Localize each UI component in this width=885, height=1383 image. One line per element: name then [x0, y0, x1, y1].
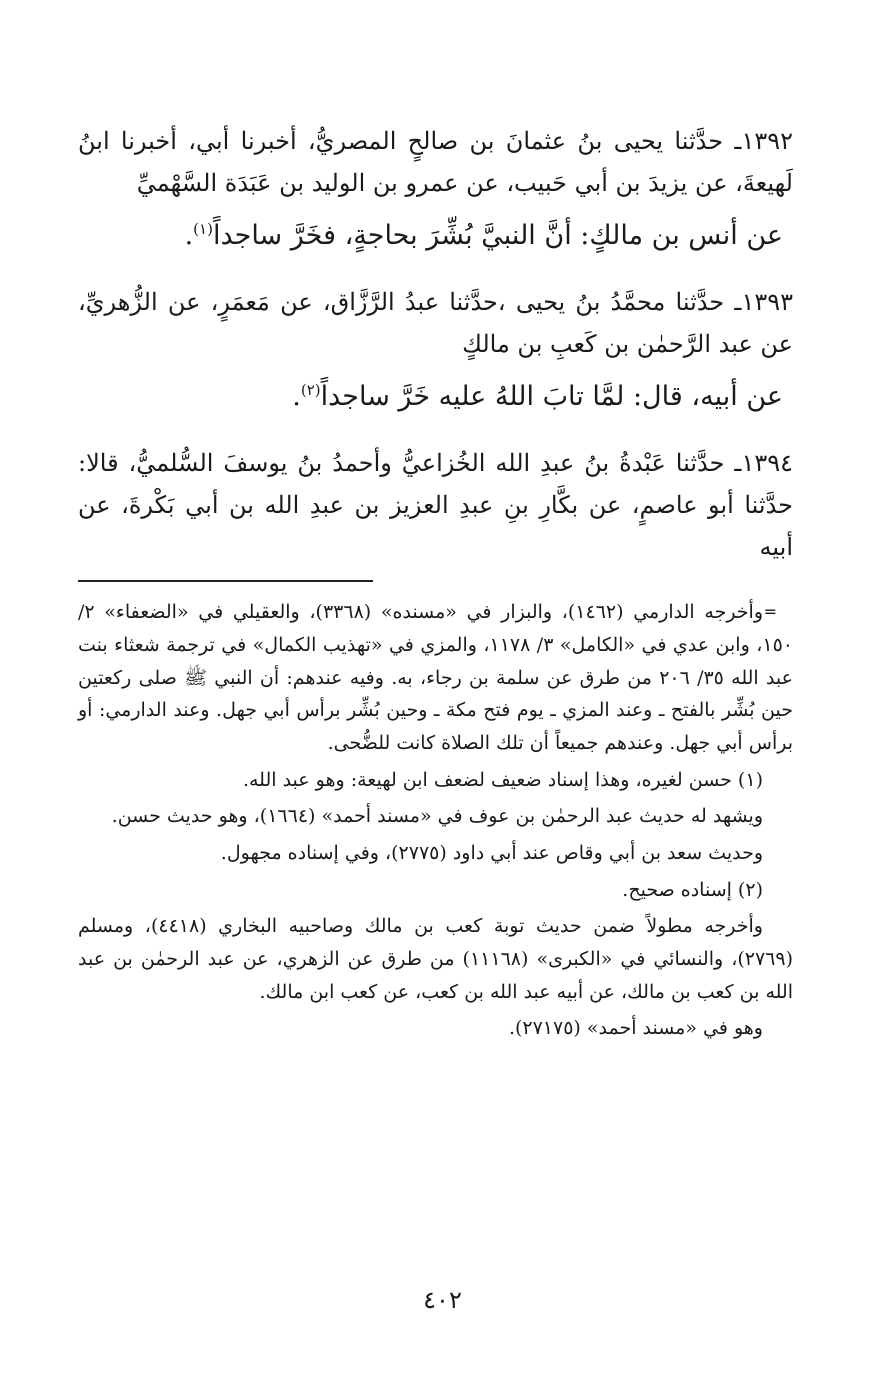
hadith-1394 — [78, 442, 793, 568]
footnote-continuation — [78, 596, 793, 759]
footnote-1-note: ويشهد له حديث عبد الرحمٰن بن عوف في «مسند أحمد» (١٦٦٤)، وهو حديث حسن. — [111, 805, 763, 828]
footnote-marker[interactable]: (١) — [193, 220, 213, 238]
hadith-isnad — [78, 281, 793, 365]
footnote-2-note: وأخرجه مطولاً ضمن حديث توبة كعب بن مالك وصاحبيه البخاري (٤٤١٨)، ومسلم (٢٧٦٩)، والنسائي في «الكبرى» (١١١٦٨) من طرق عن الزهري، عن عبد الرحمٰن بن عبد الله بن كعب بن مالك، عن أبيه عبد الله بن كعب، عن كعب ابن مالك. — [78, 915, 794, 1003]
hadith-matn — [78, 214, 793, 257]
matn-text: عن أنس بن مالكٍ: أنَّ النبيَّ بُشِّرَ بحاجةٍ، فخَرَّ ساجداً — [212, 220, 783, 251]
hadith-1393 — [78, 281, 793, 418]
hadith-isnad — [78, 120, 793, 204]
footnote-2: (٢) إسناده صحيح. — [622, 878, 763, 901]
isnad-text: ـ حدَّثنا عَبْدةُ بنُ عبدِ الله الخُزاعيُّ وأحمدُ بنُ يوسفَ السُّلميُّ، قالا: حدَّثنا أبو عاصمٍ، عن بكَّارِ بنِ عبدِ العزيز بن عبدِ الله بن أبي بَكْرةَ، عن أبيه — [78, 449, 793, 562]
page-number: ٤٠٢ — [423, 1286, 462, 1314]
footnote-separator-wrap — [78, 568, 793, 596]
matn-text: عن أبيه، قال: لمَّا تابَ اللهُ عليه خَرَّ ساجداً — [320, 381, 783, 413]
hadith-number: ١٣٩٣ — [741, 288, 793, 317]
hadith-number: ١٣٩٤ — [741, 449, 793, 478]
page-body — [78, 120, 793, 1049]
hadith-number: ١٣٩٢ — [741, 127, 793, 155]
hadith-isnad — [78, 442, 793, 568]
end-mark: . — [292, 381, 301, 413]
hadith-matn — [78, 375, 793, 418]
hadith-1392 — [78, 120, 793, 257]
footnote-1: (١) حسن لغيره، وهذا إسناد ضعيف لضعف ابن لهيعة: وهو عبد الله. — [242, 768, 763, 791]
footnote-2-note: وهو في «مسند أحمد» (٢٧١٧٥). — [508, 1017, 763, 1040]
footnote-marker[interactable]: (٢) — [300, 381, 321, 400]
footnote-separator — [78, 580, 373, 582]
continuation-mark: = — [763, 602, 777, 622]
end-mark: . — [184, 220, 194, 251]
isnad-text: ـ حدَّثنا يحيى بنُ عثمانَ بن صالحٍ المصريُّ، أخبرنا أبي، أخبرنا ابنُ لَهيعةَ، عن يزيدَ بن أبي حَبيب، عن عمرو بن الوليد بن عَبَدَة السَّهْميِّ — [78, 127, 793, 197]
footnote-1-note: وحديث سعد بن أبي وقاص عند أبي داود (٢٧٧٥)، وفي إسناده مجهول. — [220, 842, 763, 865]
isnad-text: ـ حدَّثنا محمَّدُ بنُ يحيى ،حدَّثنا عبدُ الرَّزَّاق، عن مَعمَرٍ، عن الزُّهريِّ، عن عبد الرَّحمٰن بن كَعبِ بن مالكٍ — [78, 288, 793, 359]
footnotes — [78, 596, 793, 1045]
footnote-continuation-text: وأخرجه الدارمي (١٤٦٢)، والبزار في «مسنده» (٣٣٦٨)، والعقيلي في «الضعفاء» ٢/ ١٥٠، وابن عدي في «الكامل» ٣/ ١١٧٨، والمزي في «تهذيب الكمال» في ترجمة شعثاء بنت عبد الله ٣٥/ ٢٠٦ من طرق عن سلمة بن رجاء، به. وفيه عندهم: أن النبي ﷺ صلى ركعتين حين بُشِّر بالفتح ـ وعند المزي ـ يوم فتح مكة ـ وحين بُشِّر برأس أبي جهل. وعند الدارمي: أو برأس أبي جهل. وعندهم جميعاً أن تلك الصلاة كانت للضُّحى. — [78, 601, 793, 755]
